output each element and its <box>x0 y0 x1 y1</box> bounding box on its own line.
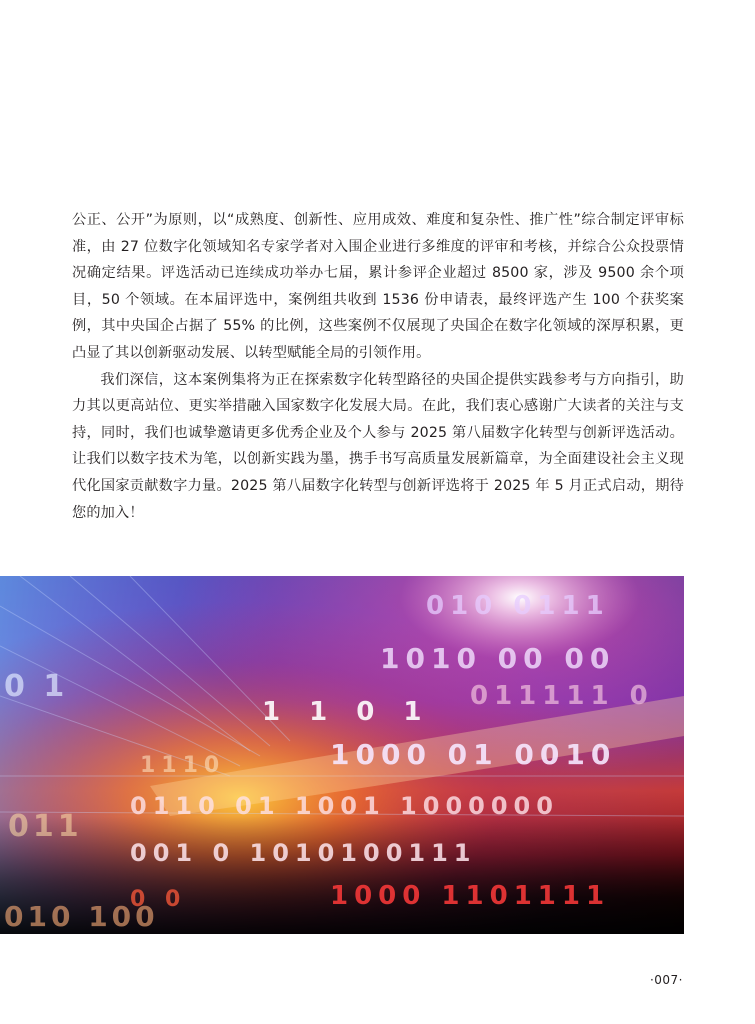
svg-text:011111 0: 011111 0 <box>470 681 654 711</box>
svg-text:0110 01 1001 1000000: 0110 01 1001 1000000 <box>130 792 559 820</box>
svg-text:001 0 1010100111: 001 0 1010100111 <box>130 839 477 867</box>
page-number: ·007· <box>649 973 683 987</box>
svg-text:1000 1101111: 1000 1101111 <box>330 881 611 911</box>
svg-text:0 0: 0 0 <box>130 887 187 912</box>
svg-text:1110: 1110 <box>140 753 226 778</box>
body-text <box>72 207 684 526</box>
paragraph: 公正、公开”为原则，以“成熟度、创新性、应用成效、难度和复杂性、推广性”综合制定评审标准，由 27 位数字化领域知名专家学者对入围企业进行多维度的评审和考核，并综合公众投票情况确定结果。评选活动已连续成功举办七届，累计参评企业超过 8500 家，涉及 9500 余个项目，50 个领域。在本届评选中，案例组共收到 1536 份申请表，最终评选产生 100 个获奖案例，其中央国企占据了 55% 的比例，这些案例不仅展现了央国企在数字化领域的深厚积累，更凸显了其以创新驱动发展、以转型赋能全局的引领作用。 <box>72 212 684 361</box>
svg-text:0 1: 0 1 <box>4 669 69 704</box>
svg-text:011: 011 <box>8 809 83 844</box>
svg-text:1010 00 00: 1010 00 00 <box>380 642 616 675</box>
svg-text:010 0111: 010 0111 <box>426 591 610 621</box>
binary-code-banner-image <box>0 576 684 934</box>
svg-text:010 100: 010 100 <box>4 900 159 933</box>
svg-text:1000 01 0010: 1000 01 0010 <box>330 738 617 771</box>
paragraph: 我们深信，这本案例集将为正在探索数字化转型路径的央国企提供实践参考与方向指引，助力其以更高站位、更实举措融入国家数字化发展大局。在此，我们衷心感谢广大读者的关注与支持，同时，我们也诚挚邀请更多优秀企业及个人参与 2025 第八届数字化转型与创新评选活动。让我们以数字技术为笔，以创新实践为墨，携手书写高质量发展新篇章，为全面建设社会主义现代化国家贡献数字力量。2025 第八届数字化转型与创新评选将于 2025 年 5 月正式启动，期待您的加入！ <box>72 371 684 521</box>
svg-text:1 1 0 1: 1 1 0 1 <box>262 697 432 727</box>
